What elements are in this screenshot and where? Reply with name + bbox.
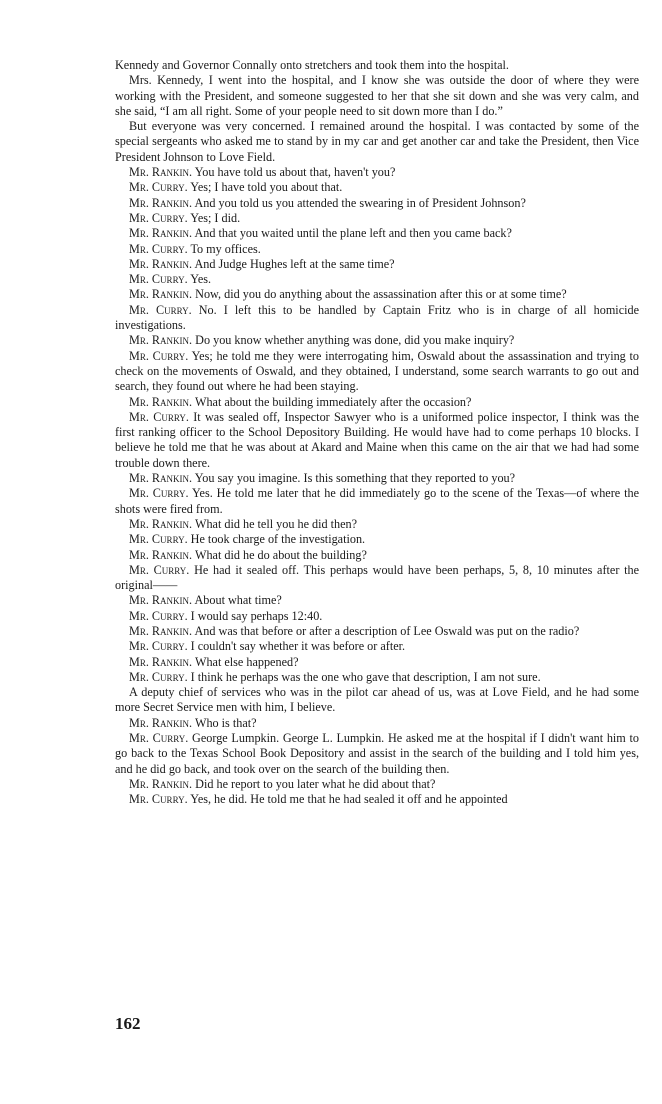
transcript-paragraph: [115, 563, 639, 594]
speaker-label: Mr. Curry.: [129, 792, 188, 807]
speaker-label: Mr. Curry.: [129, 180, 188, 195]
page-number: 162: [115, 1014, 141, 1033]
speaker-label: Mr. Rankin.: [129, 715, 193, 730]
transcript-paragraph: [115, 777, 639, 792]
paragraph-text: Kennedy and Governor Connally onto stretchers and took them into the hospital.: [115, 58, 509, 72]
paragraph-text: It was sealed off, Inspector Sawyer who is a uniformed police inspector, I think was the first ranking officer to the School Depository Building. He would have had to come perhaps 10 blocks. I believe he told me that he was about at Akard and Maine when this came on the air that we had had some trouble down there.: [115, 409, 640, 470]
transcript-paragraph: [115, 670, 639, 685]
paragraph-text: No. I left this to be handled by Captain Fritz who is in charge of all homicide investigations.: [115, 302, 639, 333]
transcript-paragraph: [115, 685, 639, 716]
speaker-label: Mr. Curry.: [129, 272, 188, 287]
paragraph-text: A deputy chief of services who was in the pilot car ahead of us, was at Love Field, and he had some more Secret Service men with him, I believe.: [115, 685, 639, 715]
transcript-paragraph: [115, 410, 639, 471]
paragraph-text: About what time?: [194, 593, 282, 608]
transcript-paragraph: [115, 349, 639, 395]
paragraph-text: Yes. He told me later that he did immediately go to the scene of the Texas—of where the shots were fired from.: [115, 486, 639, 516]
paragraph-text: To my offices.: [190, 241, 261, 256]
speaker-label: Mr. Rankin.: [129, 195, 193, 210]
speaker-label: Mr. Curry.: [129, 532, 188, 547]
paragraph-text: Yes; I have told you about that.: [190, 180, 343, 195]
transcript-paragraph: [115, 257, 639, 272]
transcript-paragraph: [115, 593, 639, 608]
paragraph-text: Now, did you do anything about the assassination after this or at some time?: [195, 287, 567, 302]
speaker-label: Mr. Rankin.: [129, 776, 193, 791]
speaker-label: Mr. Rankin.: [129, 654, 193, 669]
paragraph-text: Mrs. Kennedy, I went into the hospital, and I know she was outside the door of where they were working with the President, and someone suggested to her that she sit down and she was very calm, and she said, “I am all right. Some of your people need to sit down more than I do.”: [115, 73, 639, 118]
paragraph-text: He had it sealed off. This perhaps would have been perhaps, 5, 8, 10 minutes after the original——: [115, 562, 639, 593]
transcript-paragraph: [115, 287, 639, 302]
transcript-paragraph: [115, 303, 639, 334]
paragraph-text: What else happened?: [194, 654, 299, 669]
transcript-paragraph: [115, 716, 639, 731]
transcript-paragraph: [115, 211, 639, 226]
transcript-paragraph: [115, 792, 639, 807]
paragraph-text: What did he do about the building?: [194, 547, 367, 562]
speaker-label: Mr. Rankin.: [129, 256, 193, 271]
paragraph-text: He took charge of the investigation.: [190, 532, 366, 547]
transcript-paragraph: [115, 624, 639, 639]
transcript-paragraph: [115, 731, 639, 777]
speaker-label: Mr. Curry.: [129, 608, 188, 623]
paragraph-text: Did he report to you later what he did about that?: [195, 776, 436, 791]
paragraph-text: Who is that?: [194, 715, 257, 730]
speaker-label: Mr. Rankin.: [129, 394, 193, 409]
paragraph-text: But everyone was very concerned. I remained around the hospital. I was contacted by some of the special sergeants who asked me to stand by in my car and get another car and take the President, then Vice President Johnson to Love Field.: [115, 119, 639, 164]
speaker-label: Mr. Rankin.: [129, 226, 193, 241]
transcript-paragraph: [115, 73, 639, 119]
paragraph-text: I think he perhaps was the one who gave that description, I am not sure.: [190, 669, 541, 684]
paragraph-text: Do you know whether anything was done, did you make inquiry?: [195, 333, 515, 348]
paragraph-text: You say you imagine. Is this something that they reported to you?: [194, 471, 516, 486]
transcript-paragraph: [115, 242, 639, 257]
speaker-label: Mr. Rankin.: [129, 547, 193, 562]
paragraph-text: And Judge Hughes left at the same time?: [194, 256, 395, 271]
transcript-paragraph: [115, 395, 639, 410]
speaker-label: Mr. Rankin.: [129, 623, 193, 638]
speaker-label: Mr. Rankin.: [129, 593, 193, 608]
paragraph-text: I couldn't say whether it was before or after.: [190, 639, 406, 654]
paragraph-text: What about the building immediately after the occasion?: [194, 394, 472, 409]
transcript-paragraph: [115, 655, 639, 670]
speaker-label: Mr. Curry.: [129, 486, 189, 501]
transcript-paragraph: [115, 639, 639, 654]
transcript-paragraph: [115, 471, 639, 486]
speaker-label: Mr. Curry.: [129, 669, 188, 684]
transcript-paragraph: [115, 548, 639, 563]
transcript-paragraph: [115, 517, 639, 532]
speaker-label: Mr. Curry.: [129, 241, 188, 256]
speaker-label: Mr. Curry.: [129, 639, 188, 654]
paragraph-text: I would say perhaps 12:40.: [190, 608, 323, 623]
transcript-paragraph: [115, 180, 639, 195]
speaker-label: Mr. Curry.: [129, 731, 189, 746]
speaker-label: Mr. Rankin.: [129, 165, 193, 180]
transcript-paragraph: [115, 58, 639, 73]
speaker-label: Mr. Rankin.: [129, 287, 193, 302]
transcript-paragraph: [115, 165, 639, 180]
transcript-paragraph: [115, 226, 639, 241]
speaker-label: Mr. Curry.: [129, 302, 192, 317]
paragraph-text: Yes.: [190, 272, 212, 287]
speaker-label: Mr. Curry.: [129, 210, 188, 225]
paragraph-text: You have told us about that, haven't you?: [194, 165, 396, 180]
transcript-paragraph: [115, 272, 639, 287]
paragraph-text: And that you waited until the plane left and then you came back?: [194, 226, 512, 241]
paragraph-text: Yes; I did.: [190, 210, 241, 225]
transcript-paragraph: [115, 196, 639, 211]
transcript-paragraph: [115, 119, 639, 165]
paragraph-text: George Lumpkin. George L. Lumpkin. He asked me at the hospital if I didn't want him to go back to the Texas School Book Depository and assist in the search of the building and I told him yes, and he did go back, and took over on the search of the building then.: [115, 731, 639, 776]
speaker-label: Mr. Rankin.: [129, 471, 193, 486]
speaker-label: Mr. Curry.: [129, 562, 190, 577]
speaker-label: Mr. Curry.: [129, 348, 189, 363]
transcript-body: [115, 58, 639, 808]
paragraph-text: Yes, he did. He told me that he had sealed it off and he appointed: [190, 792, 508, 807]
speaker-label: Mr. Curry.: [129, 409, 189, 424]
transcript-paragraph: [115, 486, 639, 517]
paragraph-text: And was that before or after a description of Lee Oswald was put on the radio?: [194, 623, 580, 638]
paragraph-text: And you told us you attended the swearing in of President Johnson?: [194, 195, 526, 210]
transcript-paragraph: [115, 333, 639, 348]
paragraph-text: Yes; he told me they were interrogating him, Oswald about the assassination and trying to check on the movements of Oswald, and they obtained, I understand, some search warrants to go out and search, they found out where he had been staying.: [115, 348, 639, 394]
transcript-paragraph: [115, 532, 639, 547]
transcript-paragraph: [115, 609, 639, 624]
speaker-label: Mr. Rankin.: [129, 333, 193, 348]
speaker-label: Mr. Rankin.: [129, 516, 193, 531]
paragraph-text: What did he tell you he did then?: [194, 516, 358, 531]
